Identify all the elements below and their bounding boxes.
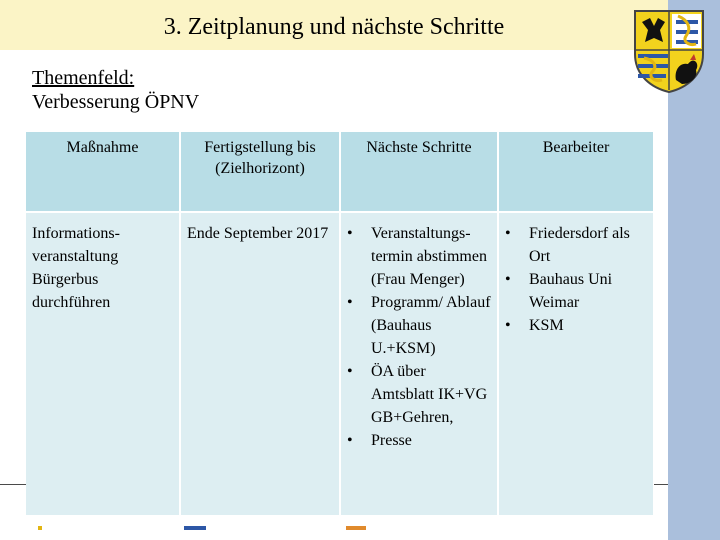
header-naechste-schritte: Nächste Schritte [340,132,498,212]
schedule-table [26,132,655,515]
bullet-icon: • [347,363,353,380]
bullet-icon: • [347,294,353,311]
table-header-row [26,132,654,212]
coat-of-arms-icon [632,8,706,94]
header-massnahme: Maßnahme [26,132,180,212]
footer-mark [346,526,366,530]
steps-list [347,222,491,452]
cell-naechste-schritte [340,212,498,515]
header-fertigstellung: Fertigstellung bis (Zielhorizont) [180,132,340,212]
divider [0,484,26,485]
list-item: • Friedersdorf als Ort [505,222,647,268]
bullet-icon: • [505,317,511,334]
list-item: • KSM [505,314,647,337]
topic-heading: Themenfeld: [32,67,135,89]
footer-mark [184,526,206,530]
topic-value: Verbesserung ÖPNV [32,91,200,113]
table-row [26,212,654,515]
footer-mark [38,526,42,530]
assignee-list [505,222,647,337]
bullet-icon: • [505,225,511,242]
list-item: • Presse [347,429,491,452]
list-item: • ÖA über Amtsblatt IK+VG GB+Gehren, [347,360,491,429]
slide-title: 3. Zeitplanung und nächste Schritte [163,14,505,40]
list-item: • Programm/ Ablauf (Bauhaus U.+KSM) [347,291,491,360]
cell-fertigstellung: Ende September 2017 [180,212,340,515]
header-bearbeiter: Bearbeiter [498,132,654,212]
bullet-icon: • [347,225,353,242]
bullet-icon: • [505,271,511,288]
divider [654,484,668,485]
list-item: • Bauhaus Uni Weimar [505,268,647,314]
cell-massnahme: Informations-veranstaltung Bürgerbus durchführen [26,212,180,515]
cell-bearbeiter [498,212,654,515]
bullet-icon: • [347,432,353,449]
list-item: • Veranstaltungs-termin abstimmen (Frau Menger) [347,222,491,291]
